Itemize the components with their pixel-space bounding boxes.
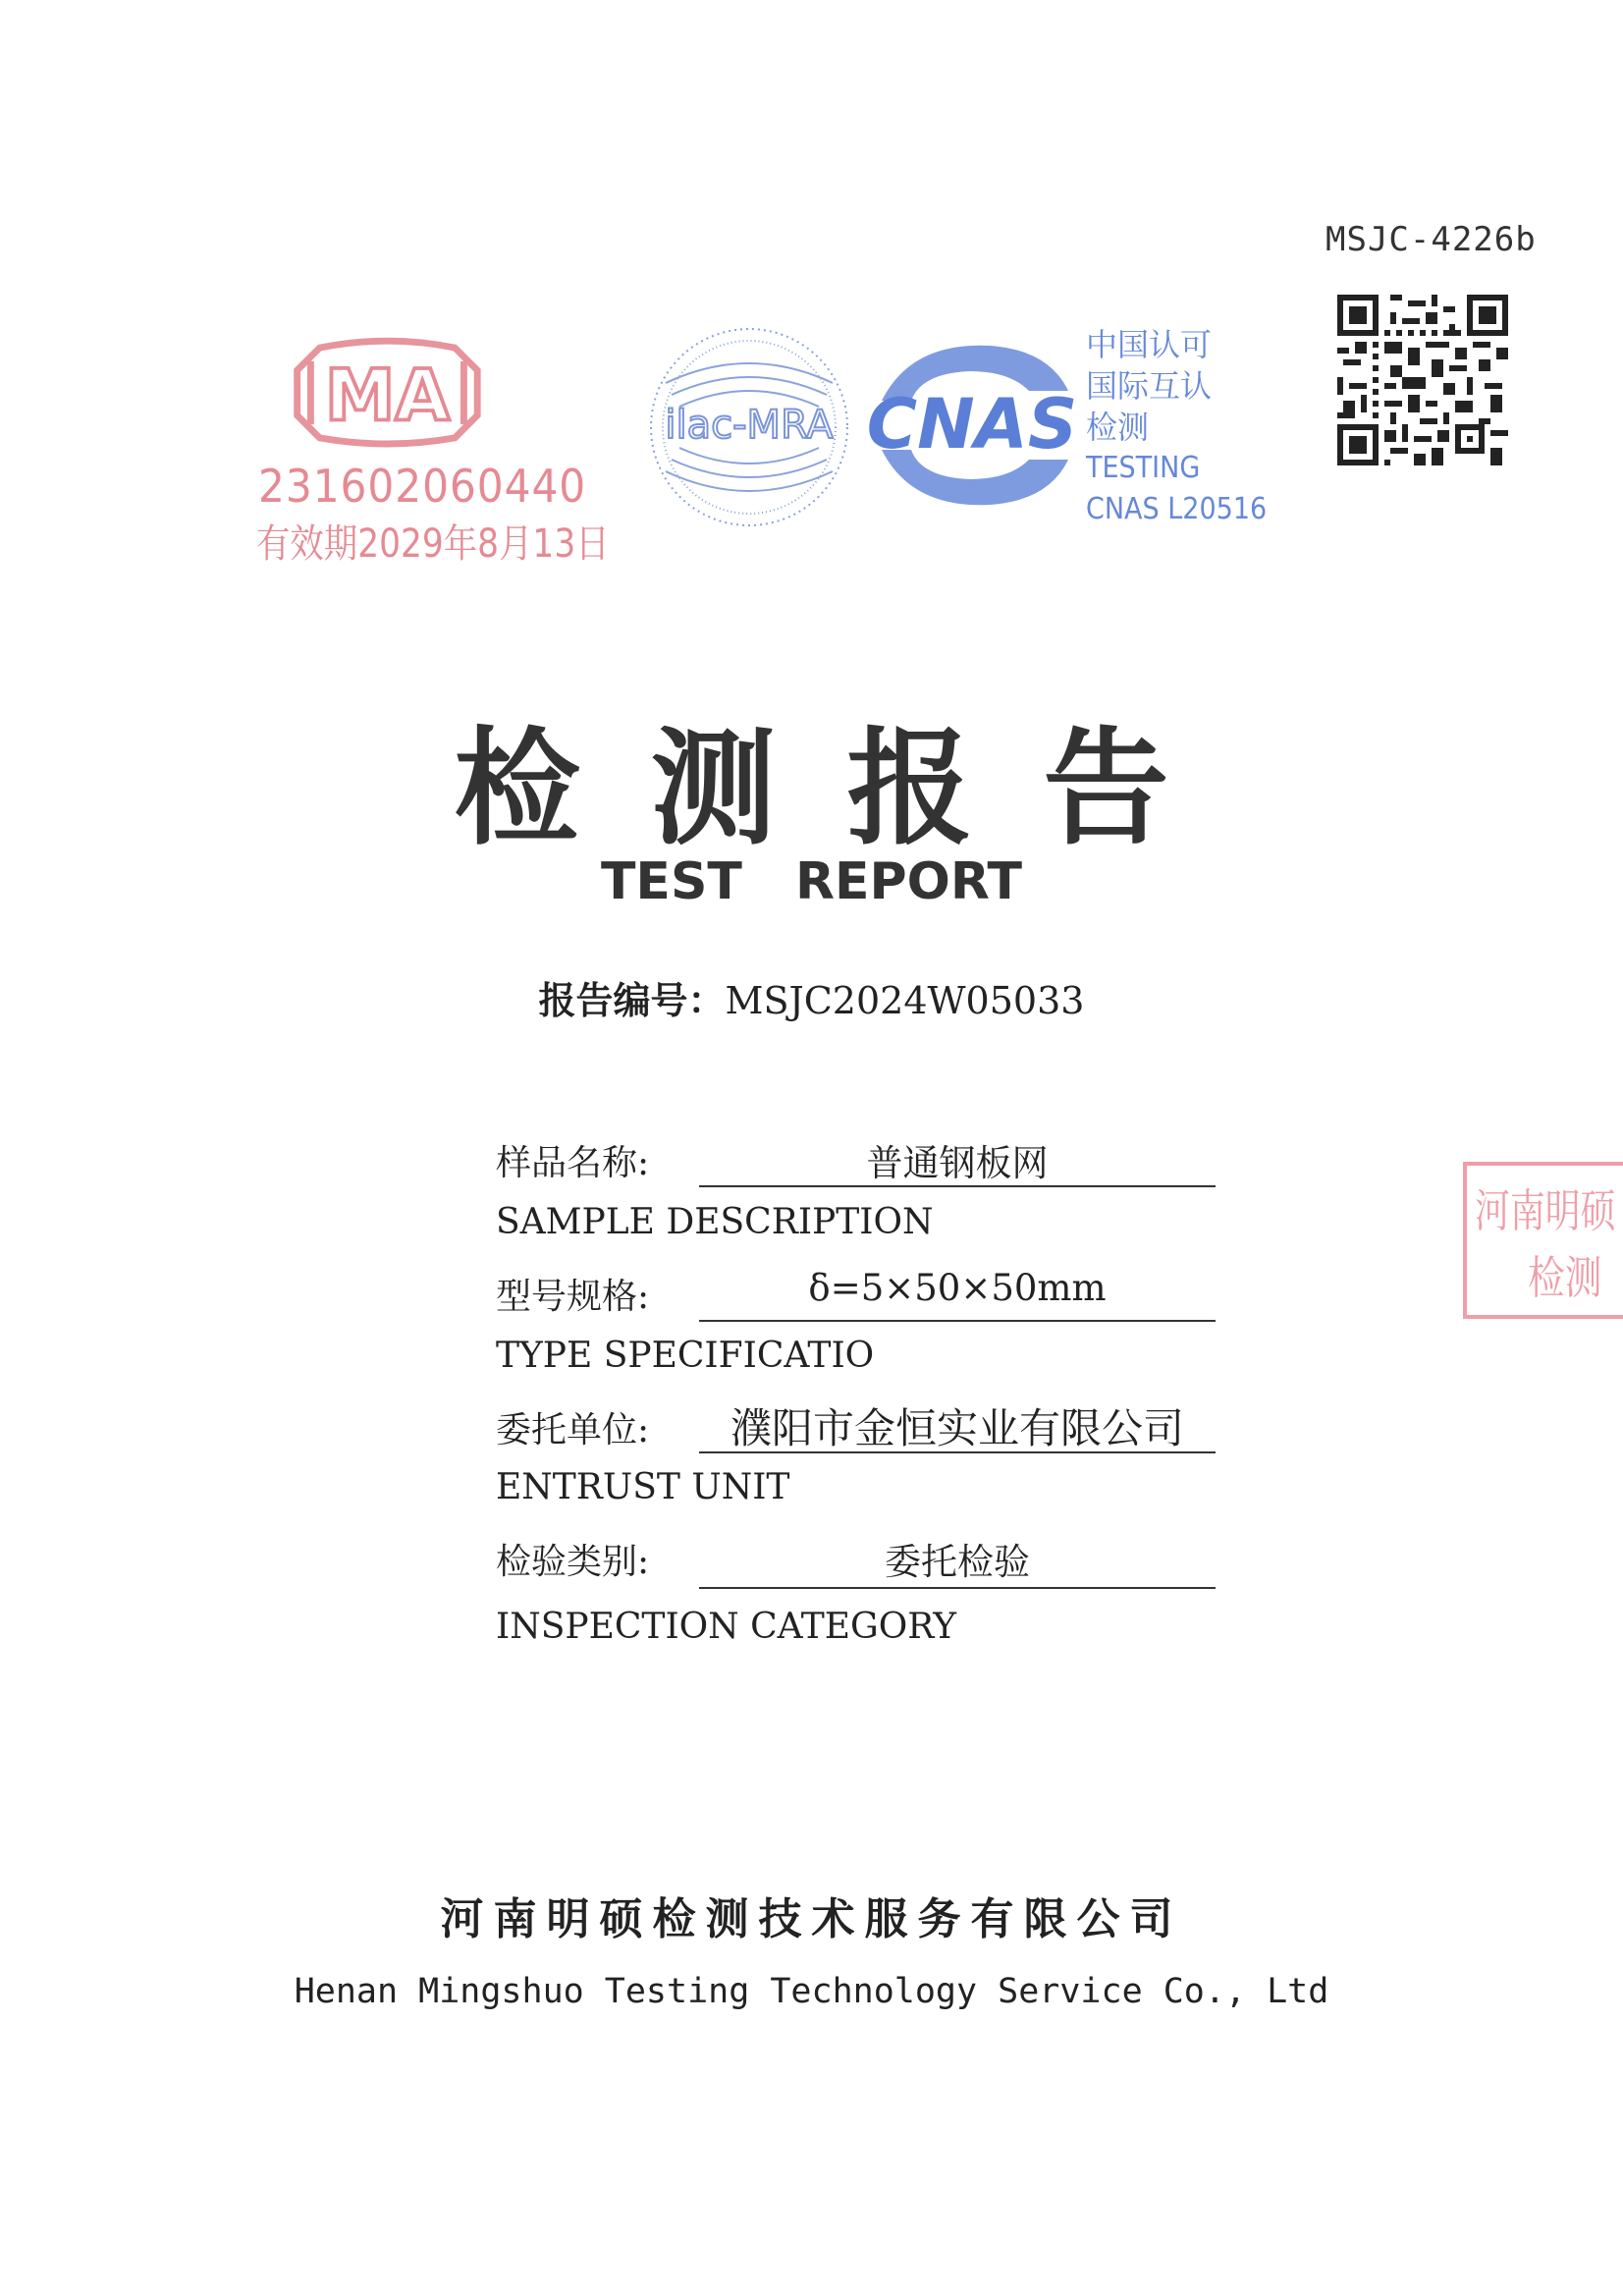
report-title-en: TEST REPORT [600,852,1023,911]
sample-name-value: 普通钢板网 [866,1142,1049,1184]
cnas-line-2: 国际互认 [1086,367,1213,405]
report-title-cn: 检测报告 [454,715,1240,862]
inspection-category-label: 检验类别: [496,1542,650,1582]
type-spec-value: δ=5×50×50mm [808,1267,1107,1309]
sample-name-underline [699,1185,1216,1187]
inspection-category-label-en: INSPECTION CATEGORY [496,1607,957,1647]
cnas-logo-text: CNAS [866,384,1078,465]
cnas-caption [1086,324,1287,530]
inspection-category-underline [699,1587,1216,1589]
sample-name-label-en: SAMPLE DESCRIPTION [496,1202,934,1242]
entrust-unit-label: 委托单位: [496,1410,650,1450]
type-spec-underline [699,1320,1216,1322]
company-name-cn: 河南明硕检测技术服务有限公司 [440,1894,1183,1944]
side-seal-line-2: 检测 [1528,1251,1602,1304]
ilac-mra-logo-icon [646,324,852,530]
side-seal-stamp [1463,1162,1623,1319]
report-number [0,970,1623,1024]
ilac-text: ilac-MRA [665,403,834,448]
sample-name-label: 样品名称: [496,1143,650,1183]
cma-validity: 有效期2029年8月13日 [256,521,610,567]
inspection-category-value: 委托检验 [885,1541,1030,1583]
cnas-line-4: TESTING [1086,451,1201,485]
qr-code [1337,293,1508,467]
cnas-logo-icon [852,332,1088,519]
cma-logo-icon [290,324,545,462]
report-number-label: 报告编号： [538,979,726,1022]
cnas-line-3: 检测 [1086,409,1150,446]
cma-stamp [250,324,610,570]
side-seal-line-1: 河南明硕 [1475,1184,1616,1237]
cnas-line-5: CNAS L20516 [1086,492,1268,526]
type-spec-label: 型号规格: [496,1277,650,1317]
entrust-unit-label-en: ENTRUST UNIT [496,1467,790,1507]
company-name-en: Henan Mingshuo Testing Technology Service Co., Ltd [294,1972,1329,2011]
type-spec-label-en: TYPE SPECIFICATIO [496,1336,875,1376]
cma-number: 231602060440 [258,460,587,513]
entrust-unit-underline [699,1451,1216,1453]
report-number-value: MSJC2024W05033 [725,979,1085,1022]
entrust-unit-value: 濮阳市金恒实业有限公司 [730,1404,1184,1452]
document-code: MSJC-4226b [1325,220,1537,259]
cma-mark-text: MA [324,354,450,437]
cnas-line-1: 中国认可 [1086,326,1213,363]
